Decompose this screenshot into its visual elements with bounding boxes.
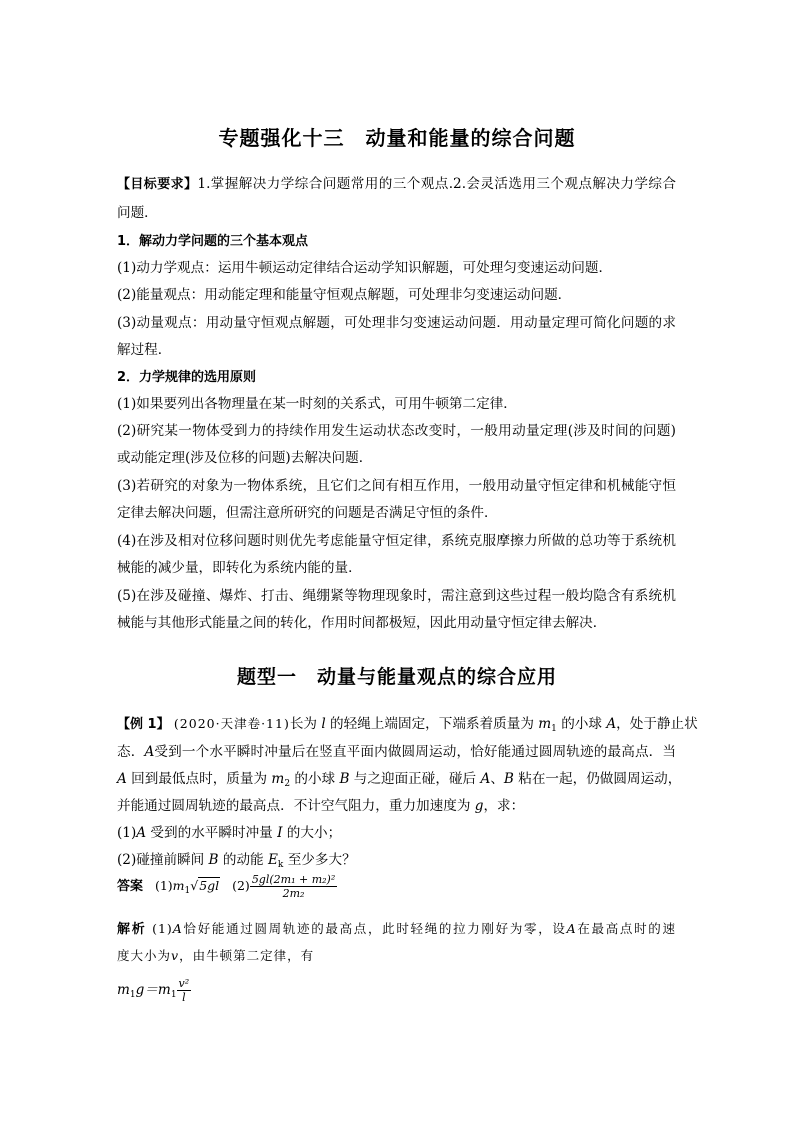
- text: ，处于静止状: [616, 716, 698, 732]
- text: 回到最低点时，质量为: [126, 771, 272, 787]
- text: 的大小；: [282, 825, 342, 841]
- text: 的小球: [290, 771, 340, 787]
- var-m: m: [538, 716, 552, 732]
- var-m: m: [172, 878, 185, 893]
- goal-label: 【目标要求】: [117, 177, 198, 192]
- answer-fraction: [250, 874, 337, 899]
- text: 度大小为: [117, 948, 172, 963]
- var-B: B: [503, 771, 514, 787]
- s1-paragraph-1: (1)动力学观点：运用牛顿运动定律结合运动学知识解题，可处理匀变速运动问题．: [117, 260, 613, 276]
- goal-line-2: 问题．: [117, 205, 158, 221]
- var-A: A: [480, 771, 491, 787]
- solution-line-1: [117, 918, 676, 937]
- page-title: 专题强化十三 动量和能量的综合问题: [218, 126, 576, 150]
- var-m: m: [157, 982, 171, 998]
- s2-paragraph-3b: 定律去解决问题，但需注意所研究的问题是否满足守恒的条件．: [117, 505, 498, 521]
- text: 至少多大？: [283, 852, 356, 868]
- text: (2)碰撞前瞬间: [117, 852, 209, 868]
- text: 在最高点时的速: [576, 921, 676, 936]
- section1-heading: 1．解动力学问题的三个基本观点: [117, 234, 309, 249]
- example-source: (2020·天津卷·11): [173, 716, 290, 731]
- section-title: 题型一 动量与能量观点的综合应用: [236, 666, 557, 688]
- example-line-2: [117, 740, 676, 760]
- s2-paragraph-1: (1)如果要列出各物理量在某一时刻的关系式，可用牛顿第二定律．: [117, 396, 517, 412]
- question-2: [117, 848, 356, 870]
- subscript: 1: [184, 886, 191, 896]
- var-m: m: [117, 982, 130, 998]
- s1-paragraph-3a: (3)动量观点：用动量守恒观点解题，可处理非匀变速运动问题．用动量定理可简化问题的求: [117, 315, 676, 331]
- var-I: I: [277, 825, 283, 841]
- var-A: A: [144, 744, 155, 760]
- subscript: 1: [170, 990, 177, 1000]
- var-A: A: [566, 921, 577, 936]
- math: g＝: [135, 982, 158, 998]
- text: ，由牛顿第二定律，有: [179, 948, 315, 963]
- numerator: v²: [178, 977, 190, 990]
- s2-paragraph-3a: (3)若研究的对象为一物体系统，且它们之间有相互作用，一般用动量守恒定律和机械能守恒: [117, 478, 676, 494]
- equation-fraction: [177, 978, 192, 1003]
- var-m: m: [271, 771, 285, 787]
- var-l: l: [321, 716, 326, 732]
- var-E: E: [267, 852, 278, 868]
- s2-paragraph-2a: (2)研究某一物体受到力的持续作用发生运动状态改变时，一般用动量定理(涉及时间的问题): [117, 423, 676, 439]
- subscript: 1: [551, 724, 557, 734]
- text: 的小球: [556, 716, 607, 732]
- text: 粘在一起，仍做圆周运动，: [513, 771, 682, 787]
- question-1: [117, 821, 341, 841]
- text: 、: [490, 771, 504, 787]
- text: (2): [232, 878, 250, 893]
- subscript: k: [277, 860, 284, 870]
- goal-line-1: [117, 172, 676, 192]
- text: 受到的水平瞬时冲量: [146, 825, 278, 841]
- answer-label: 答案: [117, 879, 144, 894]
- var-B: B: [339, 771, 350, 787]
- var-A: A: [136, 825, 147, 841]
- denominator: 2m₂: [282, 887, 305, 900]
- var-A: A: [172, 921, 183, 936]
- denominator: l: [182, 991, 186, 1004]
- text: 的轻绳上端固定，下端系着质量为: [325, 716, 539, 732]
- subscript: 2: [284, 779, 291, 789]
- text: (1): [152, 921, 173, 936]
- text: 受到一个水平瞬时冲量后在竖直平面内做圆周运动，恰好能通过圆周轨迹的最高点．当: [154, 744, 677, 760]
- example-line-3: [117, 767, 681, 789]
- text: (1): [154, 878, 173, 893]
- example-label: 【例 1】: [117, 717, 170, 732]
- solution-label: 解析: [117, 922, 147, 937]
- s2-paragraph-5b: 械能与其他形式能量之间的转化，作用时间都极短，因此用动量守恒定律去解决．: [117, 615, 607, 631]
- sqrt-expression: [198, 877, 220, 893]
- example-line-1: [117, 712, 698, 734]
- s1-paragraph-2: (2)能量观点：用动能定理和能量守恒观点解题，可处理非匀变速运动问题．: [117, 287, 572, 303]
- solution-line-2: [117, 946, 314, 964]
- math: 5gl: [199, 878, 220, 893]
- s2-paragraph-4a: (4)在涉及相对位移问题时则优先考虑能量守恒定律，系统克服摩擦力所做的总功等于系统机: [117, 533, 676, 549]
- equation-line: [117, 978, 191, 1003]
- text: 并能通过圆周轨迹的最高点．不计空气阻力，重力加速度为: [117, 798, 475, 814]
- text: 恰好能通过圆周轨迹的最高点，此时轻绳的拉力刚好为零，设: [182, 921, 567, 936]
- var-g: g: [474, 798, 484, 814]
- var-A: A: [606, 716, 617, 732]
- s2-paragraph-2b: 或动能定理(涉及位移的问题)去解决问题．: [117, 450, 373, 466]
- s2-paragraph-4b: 械能的减少量，即转化为系统内能的量．: [117, 560, 362, 576]
- var-v: v: [171, 948, 180, 963]
- var-A: A: [117, 771, 127, 787]
- s1-paragraph-3b: 解过程．: [117, 342, 172, 358]
- var-B: B: [208, 852, 219, 868]
- text: 态．: [117, 744, 145, 760]
- text: (1): [117, 825, 137, 841]
- text: 的动能: [218, 852, 268, 868]
- text: 长为: [289, 716, 322, 732]
- text: ，求：: [483, 798, 525, 814]
- text: 与之迎面正碰，碰后: [349, 771, 481, 787]
- subscript: 1: [129, 990, 136, 1000]
- goal-text-1: 1.掌握解决力学综合问题常用的三个观点.2.会灵活选用三个观点解决力学综合: [197, 176, 676, 192]
- answer-line: 答案 $(1)m_1√5gl$ (2) $\frac{\text{5gl(2m₁ + m₂)²}}{\text{2m₂}}$: [117, 873, 336, 900]
- numerator: 5gl(2m₁ + m₂)²: [251, 873, 336, 886]
- s2-paragraph-5a: (5)在涉及碰撞、爆炸、打击、绳绷紧等物理现象时，需注意到这些过程一般均隐含有系统机: [117, 588, 676, 604]
- example-line-4: [117, 794, 524, 814]
- section2-heading: 2．力学规律的选用原则: [117, 370, 257, 385]
